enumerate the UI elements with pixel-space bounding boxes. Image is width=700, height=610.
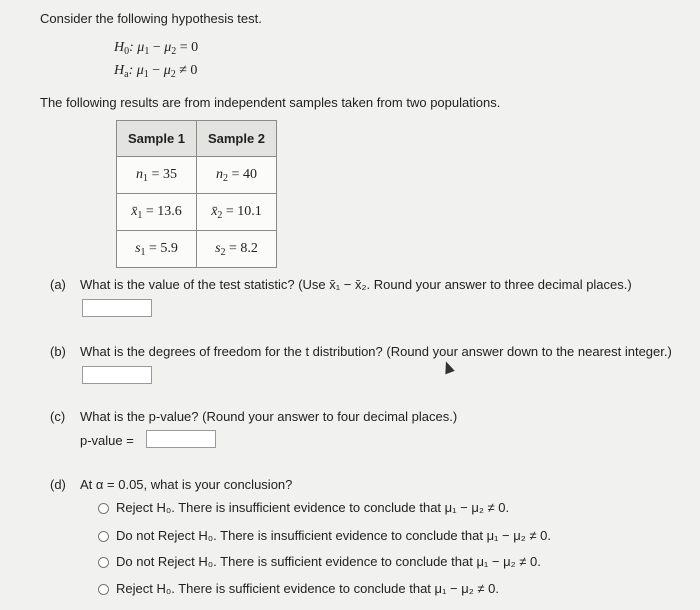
results-text: The following results are from independent samples taken from two populations. — [40, 95, 501, 110]
option-label: Do not Reject H₀. There is sufficient evidence to conclude that μ₁ − μ₂ ≠ 0. — [116, 554, 541, 569]
question-d-label: (d) — [50, 477, 66, 492]
radio-button[interactable] — [98, 531, 109, 542]
question-b-label: (b) — [50, 344, 66, 359]
question-c-label: (c) — [50, 409, 66, 424]
samples-table — [116, 120, 277, 268]
degrees-of-freedom-input[interactable] — [82, 366, 152, 384]
test-statistic-input[interactable] — [82, 299, 152, 317]
cell-n2: $n_2 = 40$ — [197, 157, 277, 194]
option-label: Do not Reject H₀. There is insufficient evidence to conclude that μ₁ − μ₂ ≠ 0. — [116, 528, 551, 543]
p-value-input[interactable] — [146, 430, 216, 448]
radio-button[interactable] — [98, 503, 109, 514]
header-sample-1: Sample 1 — [117, 121, 197, 157]
cell-xbar1: $x̄_1 = 13.6$ — [117, 194, 197, 231]
alternative-hypothesis: $H_a$: $\mu_1 - \mu_2 \ne 0$ — [114, 63, 198, 80]
cell-s1: $s_1 = 5.9$ — [117, 231, 197, 268]
table-row — [117, 231, 277, 268]
cell-xbar2: $x̄_2 = 10.1$ — [197, 194, 277, 231]
option-label: Reject H₀. There is insufficient evidence to conclude that μ₁ − μ₂ ≠ 0. — [116, 500, 510, 515]
radio-button[interactable] — [98, 557, 109, 568]
header-sample-2: Sample 2 — [197, 121, 277, 157]
null-hypothesis: $H_0$: $\mu_1 - \mu_2 = 0$ — [114, 40, 199, 57]
question-a-label: (a) — [50, 277, 66, 292]
radio-button[interactable] — [98, 584, 109, 595]
table-row — [117, 157, 277, 194]
mouse-cursor-icon — [441, 360, 455, 375]
question-c-text: What is the p-value? (Round your answer to four decimal places.) — [80, 409, 458, 424]
question-b-text: What is the degrees of freedom for the t distribution? (Round your answer down to the nearest integer.) — [80, 344, 672, 359]
question-a-text: What is the value of the test statistic? (Use x̄₁ − x̄₂. Round your answer to three decimal places.) — [80, 277, 632, 292]
cell-s2: $s_2 = 8.2$ — [197, 231, 277, 268]
p-value-label: p-value = — [80, 433, 134, 448]
option-label: Reject H₀. There is sufficient evidence to conclude that μ₁ − μ₂ ≠ 0. — [116, 581, 499, 596]
cell-n1: $n_1 = 35$ — [117, 157, 197, 194]
table-row — [117, 194, 277, 231]
intro-text: Consider the following hypothesis test. — [40, 11, 262, 26]
table-header-row — [117, 121, 277, 157]
question-d-text: At α = 0.05, what is your conclusion? — [80, 477, 293, 492]
